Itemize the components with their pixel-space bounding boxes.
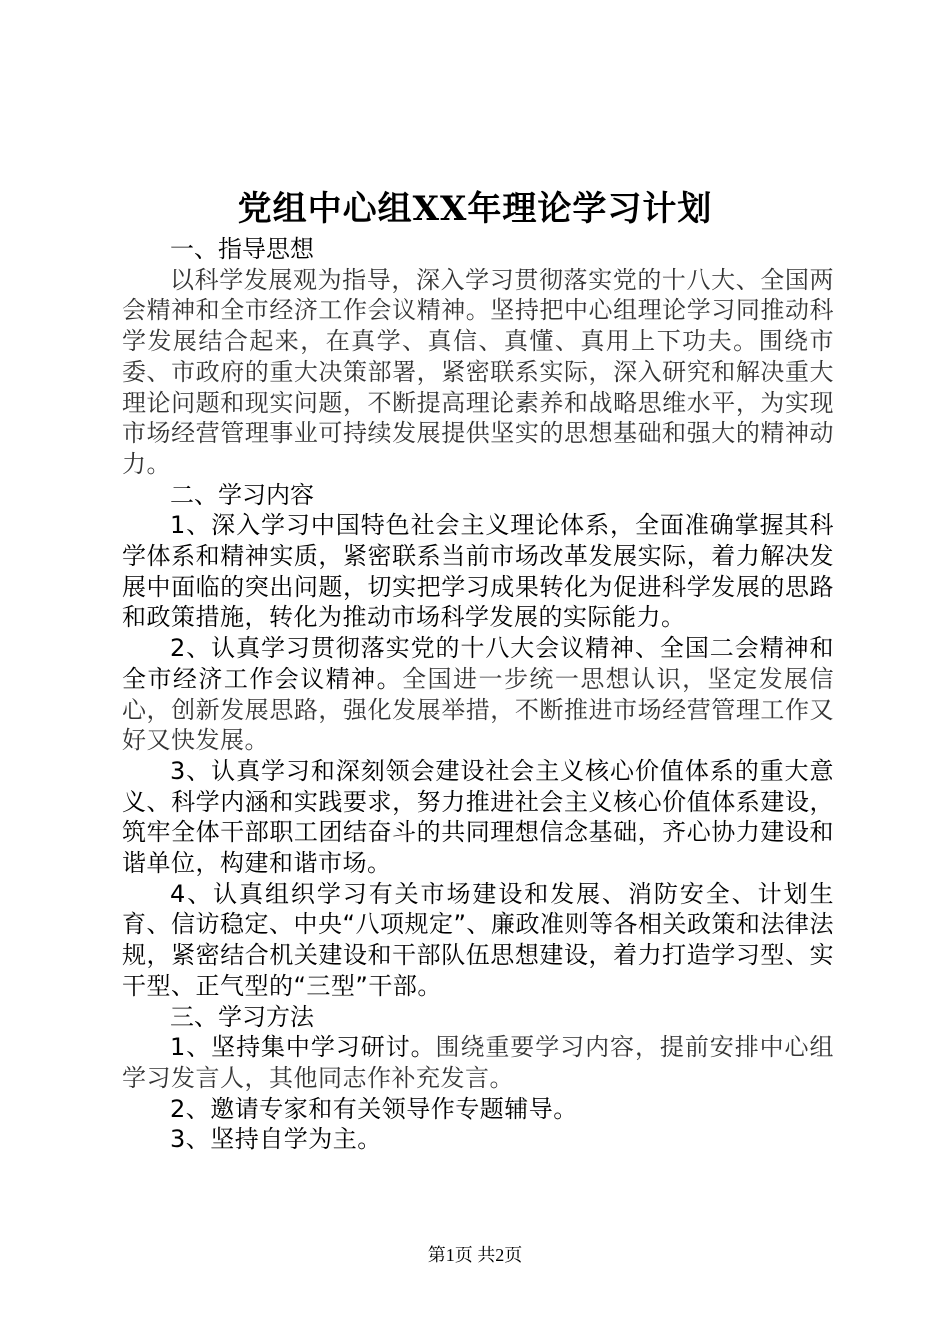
section-heading-guiding-thought: 一、指导思想 [170,235,314,263]
study-content-item-2-detail: 全国进一步统一思想认识，坚定发展信心，创新发展思路，强化发展举措，不断推进市场经营管理工作又好又快发展。 [122,664,834,755]
study-content-item-2-main: 2、认真学习贯彻落实党的十八大会议精神、全国二会精神和全市经济工作会议精神。 [122,634,834,693]
page-number: 第1页 共2页 [427,1245,523,1265]
study-method-item-1 [122,1032,834,1093]
study-method-item-1-main: 1、坚持集中学习研讨。 [170,1033,436,1062]
paragraph-guiding-thought: 以科学发展观为指导，深入学习贯彻落实党的十八大、全国两会精神和全市经济工作会议精神。坚持把中心组理论学习同推动科学发展结合起来，在真学、真信、真懂、真用上下功夫。围绕市委、市政府的重大决策部署，紧密联系实际，深入研究和解决重大理论问题和现实问题，不断提高理论素养和战略思维水平，为实现市场经营管理事业可持续发展提供坚实的思想基础和强大的精神动力。 [122,265,834,478]
study-content-item-2 [122,633,834,756]
study-content-item-1: 1、深入学习中国特色社会主义理论体系，全面准确掌握其科学体系和精神实质，紧密联系当前市场改革发展实际，着力解决发展中面临的突出问题，切实把学习成果转化为促进科学发展的思路和政策措施，转化为推动市场科学发展的实际能力。 [122,511,834,632]
study-method-item-3: 3、坚持自学为主。 [170,1125,382,1154]
study-content-item-4: 4、认真组织学习有关市场建设和发展、消防安全、计划生育、信访稳定、中央“八项规定”、廉政准则等各相关政策和法律法规，紧密结合机关建设和干部队伍思想建设，着力打造学习型、实干型、正气型的“三型”干部。 [122,879,834,1000]
study-method-item-2: 2、邀请专家和有关领导作专题辅导。 [170,1094,578,1123]
document-body [122,234,834,1155]
document-title: 党组中心组XX年理论学习计划 [237,189,713,229]
section-heading-study-content: 二、学习内容 [170,480,314,509]
study-method-item-1-detail: 围绕重要学习内容，提前安排中心组学习发言人，其他同志作补充发言。 [122,1033,834,1092]
section-heading-study-method: 三、学习方法 [170,1002,314,1031]
study-content-item-3: 3、认真学习和深刻领会建设社会主义核心价值体系的重大意义、科学内涵和实践要求，努力推进社会主义核心价值体系建设，筑牢全体干部职工团结奋斗的共同理想信念基础，齐心协力建设和谐单位，构建和谐市场。 [122,756,834,878]
